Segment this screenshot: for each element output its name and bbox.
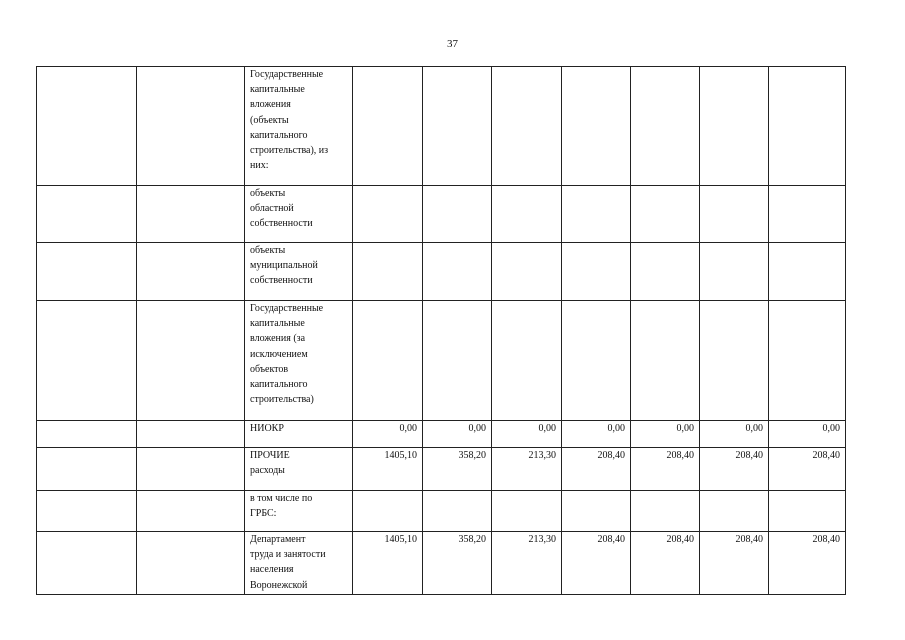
table-row [37, 532, 846, 595]
empty-cell-col1 [37, 448, 137, 491]
value-cell [423, 67, 492, 186]
value-cell [562, 67, 631, 186]
row-label-cell [245, 301, 353, 421]
value-cell: 358,20 [423, 448, 492, 491]
value-cell [769, 67, 846, 186]
row-label: в том числе по ГРБС: [250, 493, 313, 520]
value-cell [700, 67, 769, 186]
value-cell [562, 186, 631, 243]
value-cell: 208,40 [769, 532, 846, 595]
value-cell: 213,30 [492, 532, 562, 595]
value-cell: 358,20 [423, 532, 492, 595]
value-cell: 208,40 [631, 448, 700, 491]
value-cell [631, 67, 700, 186]
value-cell: 208,40 [631, 532, 700, 595]
value-cell [562, 491, 631, 532]
empty-cell-col1 [37, 421, 137, 448]
value-cell: 208,40 [562, 532, 631, 595]
value-cell [631, 301, 700, 421]
row-label: ПРОЧИЕ расходы [250, 450, 290, 477]
value-cell [423, 491, 492, 532]
row-label-cell [245, 491, 353, 532]
value-cell: 208,40 [700, 532, 769, 595]
table-row [37, 491, 846, 532]
value-cell [700, 301, 769, 421]
row-label: НИОКР [250, 423, 284, 434]
row-label: Государственные капитальные вложения (объекты капитального строительства), из них: [250, 69, 329, 172]
empty-cell-col1 [37, 301, 137, 421]
value-cell [423, 301, 492, 421]
empty-cell-col1 [37, 67, 137, 186]
value-cell [769, 186, 846, 243]
page-number: 37 [447, 38, 458, 50]
value-cell: 208,40 [700, 448, 769, 491]
value-cell [562, 243, 631, 301]
value-cell [700, 243, 769, 301]
row-label: Департамент труда и занятости населения Воронежской [250, 534, 326, 591]
empty-cell-col2 [137, 491, 245, 532]
value-cell [769, 243, 846, 301]
empty-cell-col2 [137, 448, 245, 491]
value-cell [631, 243, 700, 301]
empty-cell-col1 [37, 186, 137, 243]
value-cell: 0,00 [769, 421, 846, 448]
row-label-cell [245, 243, 353, 301]
value-cell [353, 491, 423, 532]
value-cell: 0,00 [423, 421, 492, 448]
empty-cell-col2 [137, 67, 245, 186]
value-cell [353, 301, 423, 421]
value-cell [769, 301, 846, 421]
value-cell: 0,00 [700, 421, 769, 448]
value-cell [631, 491, 700, 532]
empty-cell-col2 [137, 532, 245, 595]
value-cell: 1405,10 [353, 448, 423, 491]
row-label-cell [245, 421, 353, 448]
value-cell [353, 186, 423, 243]
empty-cell-col2 [137, 421, 245, 448]
table-row [37, 448, 846, 491]
value-cell: 0,00 [492, 421, 562, 448]
row-label: объекты муниципальной собственности [250, 245, 318, 287]
value-cell [700, 186, 769, 243]
value-cell: 213,30 [492, 448, 562, 491]
row-label: объекты областной собственности [250, 188, 313, 230]
value-cell [492, 243, 562, 301]
value-cell: 1405,10 [353, 532, 423, 595]
value-cell [353, 243, 423, 301]
row-label: Государственные капитальные вложения (за исключением объектов капитального строительства) [250, 303, 324, 406]
table-row [37, 186, 846, 243]
value-cell [700, 491, 769, 532]
empty-cell-col1 [37, 243, 137, 301]
table-row [37, 301, 846, 421]
value-cell: 0,00 [353, 421, 423, 448]
value-cell [423, 186, 492, 243]
table-row [37, 243, 846, 301]
value-cell: 208,40 [769, 448, 846, 491]
value-cell: 0,00 [631, 421, 700, 448]
budget-table [36, 66, 846, 595]
empty-cell-col1 [37, 532, 137, 595]
value-cell [353, 67, 423, 186]
value-cell [492, 186, 562, 243]
value-cell [492, 301, 562, 421]
row-label-cell [245, 448, 353, 491]
row-label-cell [245, 186, 353, 243]
value-cell [423, 243, 492, 301]
value-cell: 0,00 [562, 421, 631, 448]
value-cell [769, 491, 846, 532]
value-cell [631, 186, 700, 243]
empty-cell-col2 [137, 186, 245, 243]
table-row [37, 421, 846, 448]
row-label-cell [245, 67, 353, 186]
row-label-cell [245, 532, 353, 595]
empty-cell-col2 [137, 243, 245, 301]
table-row [37, 67, 846, 186]
value-cell [492, 491, 562, 532]
value-cell: 208,40 [562, 448, 631, 491]
value-cell [562, 301, 631, 421]
empty-cell-col2 [137, 301, 245, 421]
empty-cell-col1 [37, 491, 137, 532]
value-cell [492, 67, 562, 186]
